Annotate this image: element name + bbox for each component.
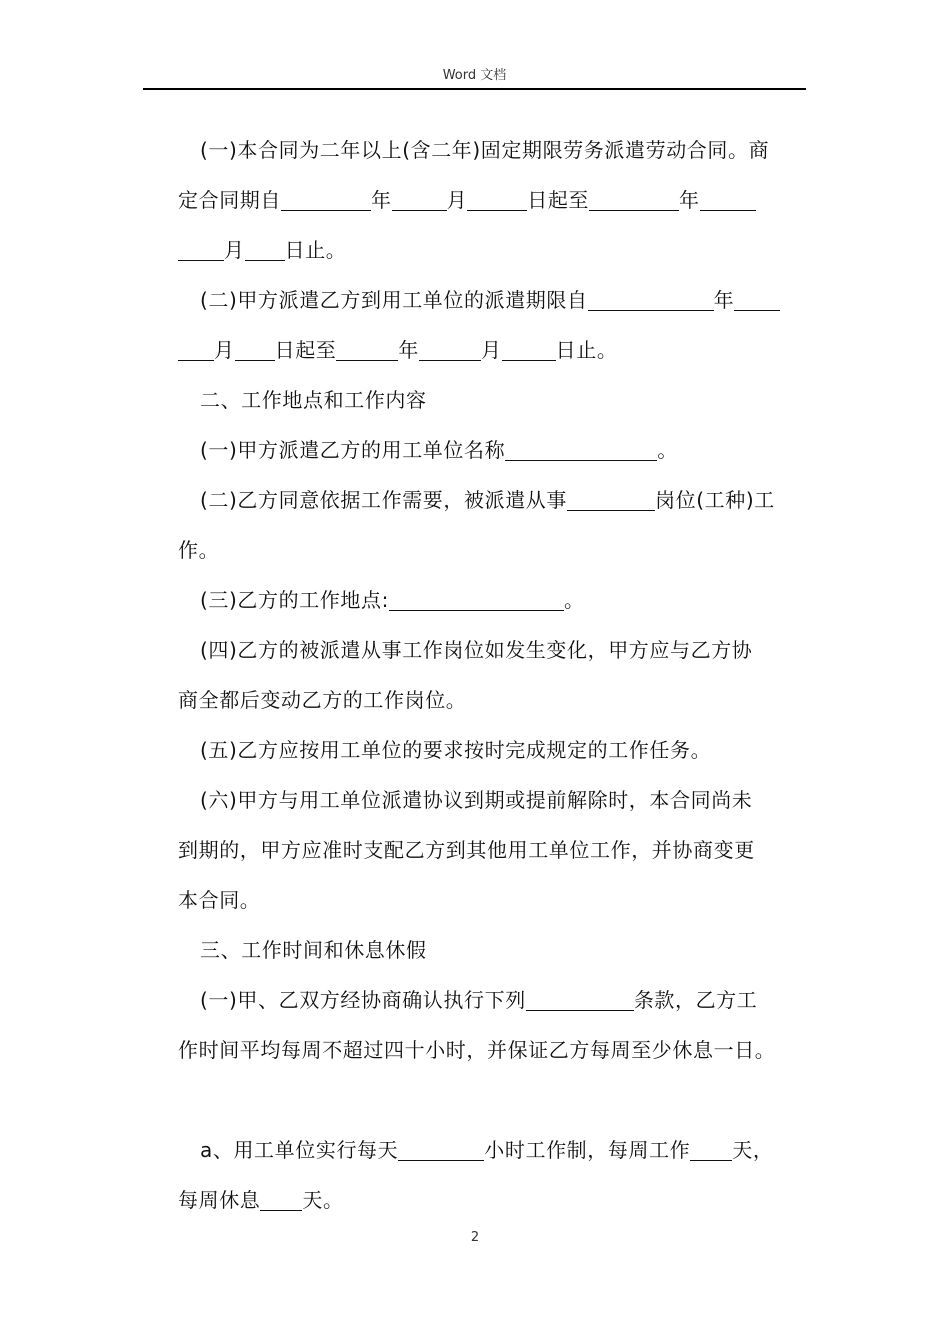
blank-field [336, 338, 398, 361]
page-number-text: 2 [470, 1230, 480, 1245]
paragraph-line [178, 975, 818, 1025]
paragraph-line [178, 425, 818, 475]
paragraph-line [178, 875, 818, 925]
blank-field [526, 988, 634, 1011]
section-heading [178, 375, 818, 425]
text: 三、工作时间和休息休假 [200, 938, 427, 962]
text: (二)乙方同意依据工作需要，被派遣从事 [200, 488, 568, 512]
text: (六)甲方与用工单位派遣协议到期或提前解除时，本合同尚未 [200, 788, 753, 812]
text: (一)本合同为二年以上(含二年)固定期限劳务派遣劳动合同。商 [200, 138, 770, 162]
section-heading [178, 925, 818, 975]
paragraph-line [178, 1175, 818, 1225]
text: 日起至 [527, 188, 590, 212]
blank-field [178, 338, 214, 361]
text: 日止。 [555, 338, 618, 362]
blank-field [260, 1188, 302, 1211]
text: 日起至 [274, 338, 337, 362]
blank-field [502, 338, 556, 361]
blank-field [734, 288, 780, 311]
text: a、用工单位实行每天 [200, 1138, 399, 1162]
text: 商全都后变动乙方的工作岗位。 [178, 688, 467, 712]
blank-field [567, 488, 655, 511]
text: 小时工作制，每周工作 [484, 1138, 691, 1162]
text: 年 [679, 188, 700, 212]
paragraph-line [178, 675, 818, 725]
blank-field [392, 188, 447, 211]
page-number [0, 1230, 950, 1245]
paragraph-line [178, 475, 818, 525]
blank-field [700, 188, 756, 211]
blank-field [178, 238, 224, 261]
header-title: Word 文档 [442, 68, 507, 83]
blank-line [178, 1075, 818, 1125]
blank-field [398, 1138, 484, 1161]
text: 年 [713, 288, 735, 312]
paragraph-line [178, 125, 818, 175]
paragraph-line [178, 525, 818, 575]
text: 月 [224, 238, 245, 262]
blank-field [467, 188, 527, 211]
text: (五)乙方应按用工单位的要求按时完成规定的工作任务。 [200, 738, 712, 762]
paragraph-line [178, 225, 818, 275]
paragraph-line [178, 275, 818, 325]
text: 本合同。 [178, 888, 261, 912]
text: (二)甲方派遣乙方到用工单位的派遣期限自 [200, 288, 588, 312]
text: 天， [732, 1138, 774, 1162]
text: 条款，乙方工 [633, 988, 758, 1012]
text: 作时间平均每周不超过四十小时，并保证乙方每周至少休息一日。 [178, 1038, 776, 1062]
paragraph-line [178, 325, 818, 375]
document-body [178, 125, 818, 1225]
text: 。 [563, 588, 585, 612]
paragraph-line [178, 1125, 818, 1175]
text: 作。 [178, 538, 220, 562]
blank-field [690, 1138, 732, 1161]
paragraph-line [178, 825, 818, 875]
paragraph-line [178, 775, 818, 825]
paragraph-line [178, 575, 818, 625]
text: (一)甲方派遣乙方的用工单位名称 [200, 438, 506, 462]
paragraph-line [178, 725, 818, 775]
text: 年 [398, 338, 420, 362]
text: (一)甲、乙双方经协商确认执行下列 [200, 988, 526, 1012]
text: 月 [481, 338, 502, 362]
blank-field [281, 188, 371, 211]
blank-field [419, 338, 481, 361]
blank-field [588, 288, 714, 311]
text: 月 [214, 338, 235, 362]
blank-field [505, 438, 657, 461]
blank-field [589, 188, 679, 211]
text: (四)乙方的被派遣从事工作岗位如发生变化，甲方应与乙方协 [200, 638, 753, 662]
text: 年 [371, 188, 392, 212]
text: 岗位(工种)工 [655, 488, 775, 512]
paragraph-line [178, 1025, 818, 1075]
blank-field [245, 238, 285, 261]
text: 日止。 [284, 238, 347, 262]
text: 二、工作地点和工作内容 [200, 388, 427, 412]
page-header [143, 66, 806, 90]
paragraph-line [178, 175, 818, 225]
text: (三)乙方的工作地点: [200, 588, 389, 612]
text: 月 [446, 188, 468, 212]
paragraph-line [178, 625, 818, 675]
text: 天。 [302, 1188, 344, 1212]
blank-field [235, 338, 275, 361]
text: 到期的，甲方应准时支配乙方到其他用工单位工作，并协商变更 [178, 838, 755, 862]
text: 。 [657, 438, 678, 462]
text: 每周休息 [178, 1188, 261, 1212]
blank-field [389, 588, 564, 611]
text: 定合同期自 [178, 188, 281, 212]
